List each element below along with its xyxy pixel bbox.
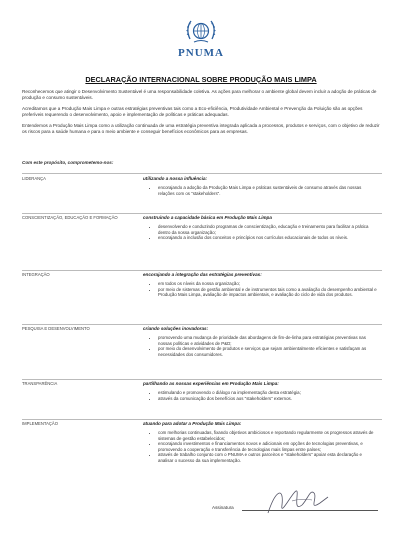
intro-paragraph: Acreditamos que a Produção Mais Limpa e outras estratégias preventivas tais como a Eco-eficiência, Produtividade Ambiental e Prevenção da Poluição são as opções preferíveis requerendo o desenvolvimento, apoio e implementação de políticas e práticas adequadas.: [22, 106, 363, 117]
section-divider: [22, 419, 382, 420]
list-item: • por meio do desenvolvimento de produtos e serviços que sejam ambientalmente eficientes e satisfaçam as necessidades dos consumidores.: [158, 346, 378, 357]
section-label-transparencia: TRANSPARÊNCIA: [22, 381, 58, 386]
section-divider: [22, 379, 382, 380]
section-pesquisa: [143, 326, 378, 357]
section-label-pesquisa: PESQUISA E DESENVOLVIMENTO: [22, 326, 90, 331]
list-item: • encorajando investimentos e financiamentos novos e adicionais em opções de tecnologias preventivas, e promovendo a cooperação e transferência de tecnologias mais limpas entre países;: [158, 441, 378, 452]
section-divider: [22, 173, 382, 174]
section-label-implementacao: IMPLEMENTAÇÃO: [22, 421, 58, 426]
section-heading: atuando para adotar a Produção Mais Limpa:: [143, 421, 242, 426]
logo-text: PNUMA: [178, 47, 224, 59]
pnuma-logo: [168, 18, 234, 59]
list-item: • por meio de sistemas de gestão ambiental e de instrumentos tais como a avaliação do desempenho ambiental e Produção Mais Limpa, avaliação de impactos ambientais, e avaliação do ciclo de vida dos produtos.: [158, 287, 378, 298]
list-item: • desenvolvendo e conduzindo programas de conscientização, educação e treinamento para facilitar a prática dentro da nossa organização;: [158, 224, 378, 235]
section-divider: [22, 213, 382, 214]
un-emblem-icon: [183, 18, 219, 46]
page-title: DECLARAÇÃO INTERNACIONAL SOBRE PRODUÇÃO MAIS LIMPA: [85, 75, 317, 84]
list-item: • com melhorias continuadas, fixando objetivos ambiciosos e reportando regularmente os progressos através de sistemas de gestão estabelecidos;: [158, 430, 378, 441]
intro-paragraph: Entendemos a Produção Mais Limpa como a utilização continuada de uma estratégia preventiva integrada aplicada a processos, produtos e serviços, com o objetivo de reduzir os riscos para a saúde humana e para o meio ambiente e conseguir benefícios econômicos para as empresas.: [22, 123, 380, 134]
section-divider: [22, 324, 382, 325]
section-label-lideranca: LIDERANÇA: [22, 176, 46, 181]
signature-scribble-icon: [262, 483, 332, 519]
section-integracao: [143, 272, 378, 298]
section-heading: criando soluções inovadoras:: [143, 326, 209, 331]
section-heading: partilhando as nossas experiências em Produção Mais Limpa:: [143, 381, 279, 386]
signature-label: Assinatura: [212, 505, 234, 510]
section-label-integracao: INTEGRAÇÃO: [22, 272, 50, 277]
signature-block: [212, 497, 382, 523]
list-item: • através da comunicação dos benefícios aos "stakeholders" externos.: [158, 396, 378, 402]
list-item: • encorajando a adoção da Produção Mais Limpa e práticas sustentáveis de consumo através das nossas relações com os "stakeholders".: [158, 185, 378, 196]
section-heading: encorajando a integração das estratégias preventivas:: [143, 272, 262, 277]
list-item: • através de trabalho conjunto com o PNUMA e outros parceiros e "stakeholders" apoiar esta declaração e analisar o sucesso da sua implementação.: [158, 452, 378, 463]
section-transparencia: [143, 381, 378, 401]
section-heading: construindo a capacidade básica em Produção Mais Limpa: [143, 215, 272, 220]
section-divider: [22, 270, 382, 271]
section-label-conscientizacao: CONSCIENTIZAÇÃO, EDUCAÇÃO E FORMAÇÃO: [22, 215, 118, 220]
intro-text: [22, 89, 382, 140]
list-item: • promovendo uma mudança de prioridade das abordagens de fim-de-linha para estratégias preventivas nas nossas políticas e atividades de P&D;: [158, 335, 378, 346]
section-implementacao: [143, 421, 378, 464]
section-heading: utilizando a nossa influência:: [143, 176, 208, 181]
list-item: • em todos os níveis da nossa organização;: [158, 281, 378, 287]
section-conscientizacao: [143, 215, 378, 241]
list-item: • encorajando a inclusão dos conceitos e princípios nos currículos educacionais de todos os níveis.: [158, 235, 378, 241]
section-lideranca: [143, 176, 378, 196]
intro-paragraph: Reconhecemos que atingir o Desenvolvimento Sustentável é uma responsabilidade coletiva. As ações para melhorar o ambiente global devem incluir a adoção de práticas de produção e consumo sustentáveis.: [22, 89, 377, 100]
commitment-heading: Com este propósito, comprometemo-nos:: [22, 160, 114, 165]
signature-line: [242, 510, 378, 511]
list-item: • estimulando e promovendo o diálogo na implementação desta estratégia;: [158, 390, 378, 396]
